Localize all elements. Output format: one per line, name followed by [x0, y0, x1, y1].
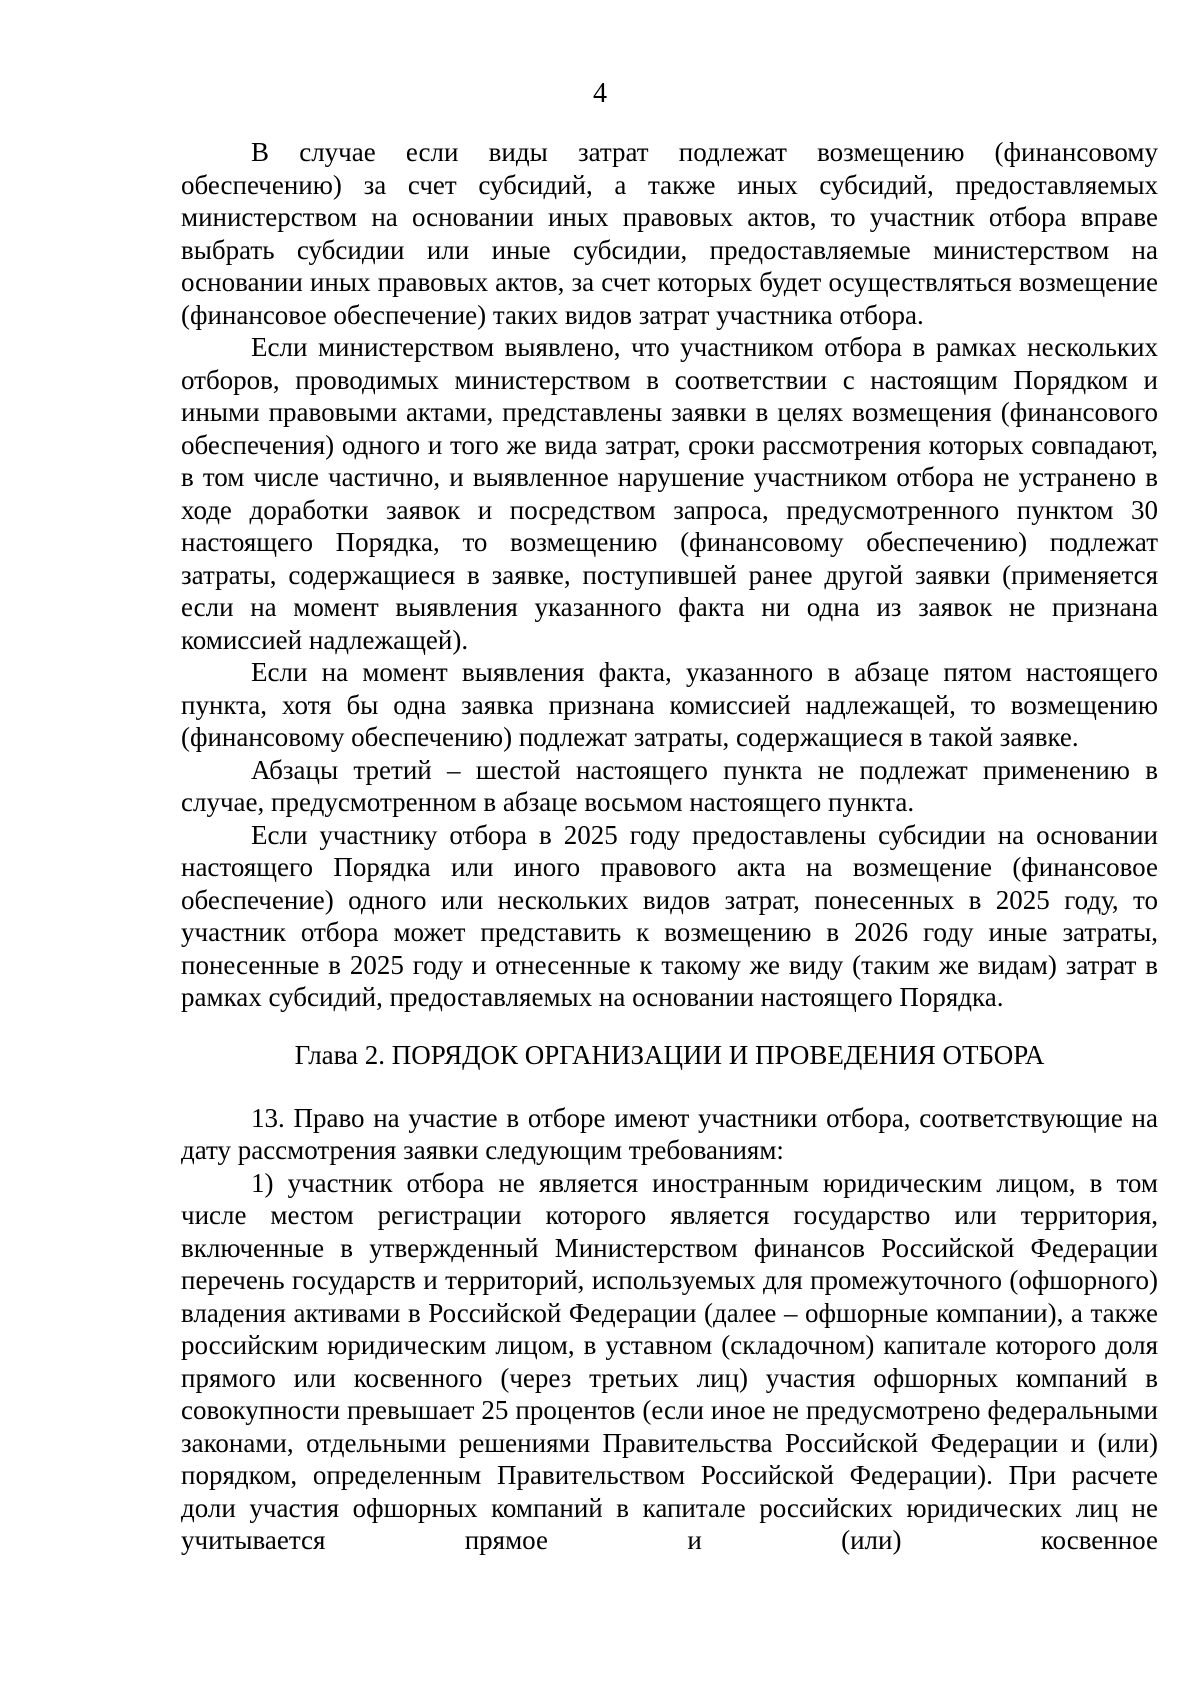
paragraph-requirement-1: 1) участник отбора не является иностранным юридическим лицом, в том числе местом регистрации которого является государство или территория, включенные в утвержденный Министерством финансов Российской Федерации перечень государств и территорий, используемых для промежуточного (офшорного) владения активами в Российской Федерации (далее – офшорные компании), а также российским юридическим лицом, в уставном (складочном) капитале которого доля прямого или косвенного (через третьих лиц) участия офшорных компаний в совокупности превышает 25 процентов (если иное не предусмотрено федеральными законами, отдельными решениями Правительства Российской Федерации и (или) порядком, определенным Правительством Российской Федерации). При расчете доли участия офшорных компаний в капитале российских юридических лиц не учитывается прямое и (или) косвенное	[181, 1167, 1158, 1555]
paragraph-subsidy-choice: В случае если виды затрат подлежат возмещению (финансовому обеспечению) за счет субсидий, а также иных субсидий, предоставляемых министерством на основании иных правовых актов, то участник отбора вправе выбрать субсидии или иные субсидии, предоставляемые министерством на основании иных правовых актов, за счет которых будет осуществляться возмещение (финансовое обеспечение) таких видов затрат участника отбора.	[181, 137, 1158, 330]
paragraph-approved-application: Если на момент выявления факта, указанного в абзаце пятом настоящего пункта, хотя бы одна заявка признана комиссией надлежащей, то возмещению (финансовому обеспечению) подлежат затраты, содержащиеся в такой заявке.	[181, 657, 1158, 752]
paragraph-2025-subsidies: Если участнику отбора в 2025 году предоставлены субсидии на основании настоящего Порядка или иного правового акта на возмещение (финансовое обеспечение) одного или нескольких видов затрат, понесенных в 2025 году, то участник отбора может представить к возмещению в 2026 году иные затраты, понесенные в 2025 году и отнесенные к такому же виду (таким же видам) затрат в рамках субсидий, предоставляемых на основании настоящего Порядка.	[181, 819, 1158, 1012]
paragraph-duplicate-applications: Если министерством выявлено, что участником отбора в рамках нескольких отборов, проводимых министерством в соответствии с настоящим Порядком и иными правовыми актами, представлены заявки в целях возмещения (финансового обеспечения) одного и того же вида затрат, сроки рассмотрения которых совпадают, в том числе частично, и выявленное нарушение участником отбора не устранено в ходе доработки заявок и посредством запроса, предусмотренного пунктом 30 настоящего Порядка, то возмещению (финансовому обеспечению) подлежат затраты, содержащиеся в заявке, поступившей ранее другой заявки (применяется если на момент выявления указанного факта ни одна из заявок не признана комиссией надлежащей).	[181, 332, 1158, 655]
document-body	[181, 136, 1158, 1557]
chapter-heading: Глава 2. ПОРЯДОК ОРГАНИЗАЦИИ И ПРОВЕДЕНИЯ ОТБОРА	[294, 1039, 1045, 1070]
paragraph-exceptions: Абзацы третий – шестой настоящего пункта не подлежат применению в случае, предусмотренном в абзаце восьмом настоящего пункта.	[181, 754, 1158, 817]
page-number: 4	[593, 78, 607, 109]
paragraph-item-13: 13. Право на участие в отборе имеют участники отбора, соответствующие на дату рассмотрения заявки следующим требованиям:	[181, 1102, 1158, 1165]
